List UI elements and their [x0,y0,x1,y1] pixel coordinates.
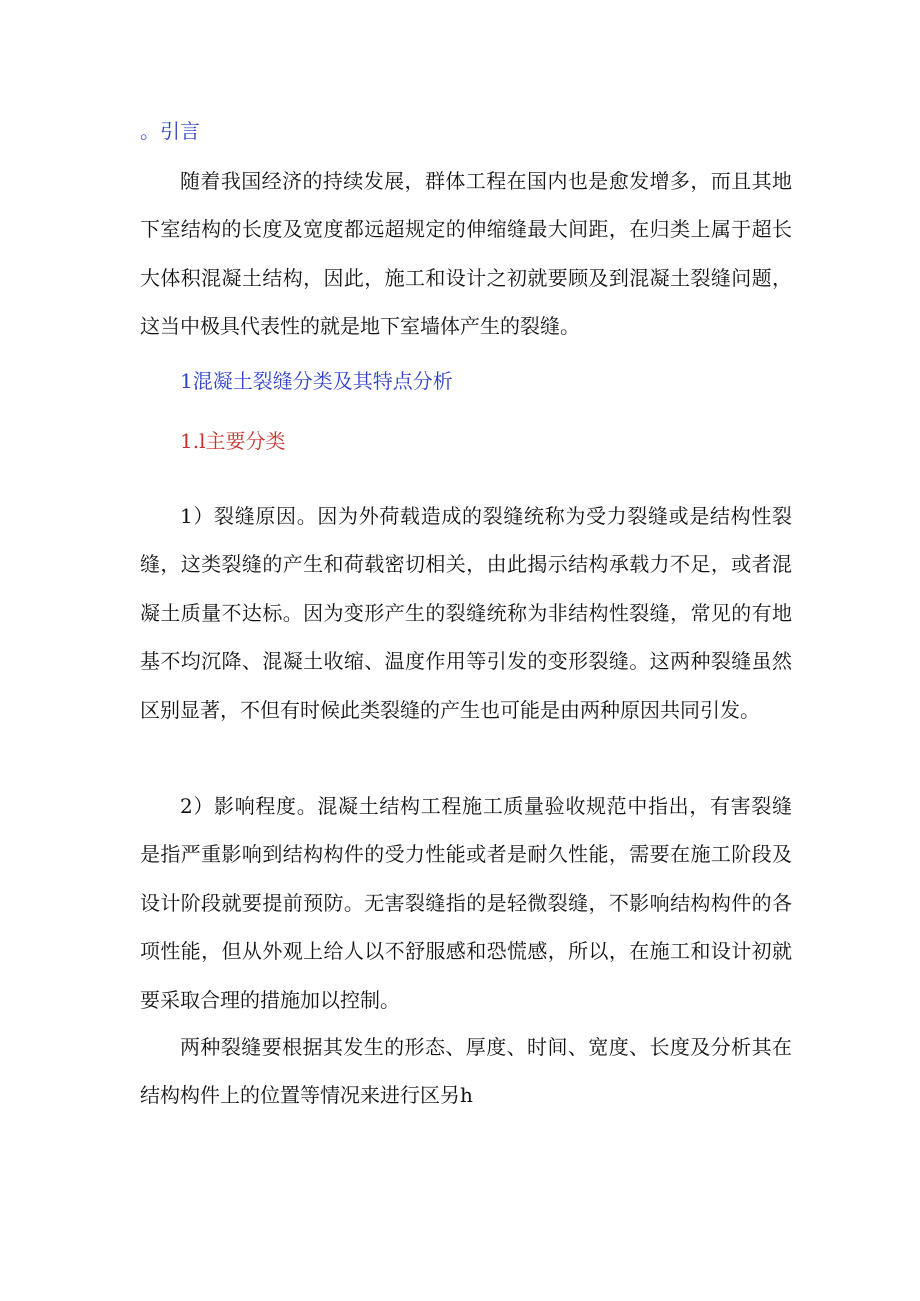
intro-heading: 。引言 [140,119,200,143]
section-1-heading: 1混凝土裂缝分类及其特点分析 [180,369,453,393]
intro-paragraph: 随着我国经济的持续发展，群体工程在国内也是愈发增多，而且其地下室结构的长度及宽度都远超规定的伸缩缝最大间距，在归类上属于超长大体积混凝土结构，因此，施工和设计之初就要顾及到混凝土裂缝问题，这当中极具代表性的就是地下室墙体产生的裂缝。 [140,169,792,339]
paragraph-distinguish: 两种裂缝要根据其发生的形态、厚度、时间、宽度、长度及分析其在结构构件上的位置等情况来进行区另h [140,1035,792,1108]
paragraph-impact-degree: 2）影响程度。混凝土结构工程施工质量验收规范中指出，有害裂缝是指严重影响到结构构件的受力性能或者是耐久性能，需要在施工阶段及设计阶段就要提前预防。无害裂缝指的是轻微裂缝，不影响结构构件的各项性能，但从外观上给人以不舒服感和恐慌感，所以，在施工和设计初就要采取合理的措施加以控制。 [140,794,792,1012]
paragraph-crack-causes: 1）裂缝原因。因为外荷载造成的裂缝统称为受力裂缝或是结构性裂缝，这类裂缝的产生和荷载密切相关，由此揭示结构承载力不足，或者混凝土质量不达标。因为变形产生的裂缝统称为非结构性裂缝，常见的有地基不均沉降、混凝土收缩、温度作用等引发的变形裂缝。这两种裂缝虽然区别显著，不但有时候此类裂缝的产生也可能是由两种原因共同引发。 [140,504,792,722]
section-1-1-heading: 1.l主要分类 [180,429,286,453]
